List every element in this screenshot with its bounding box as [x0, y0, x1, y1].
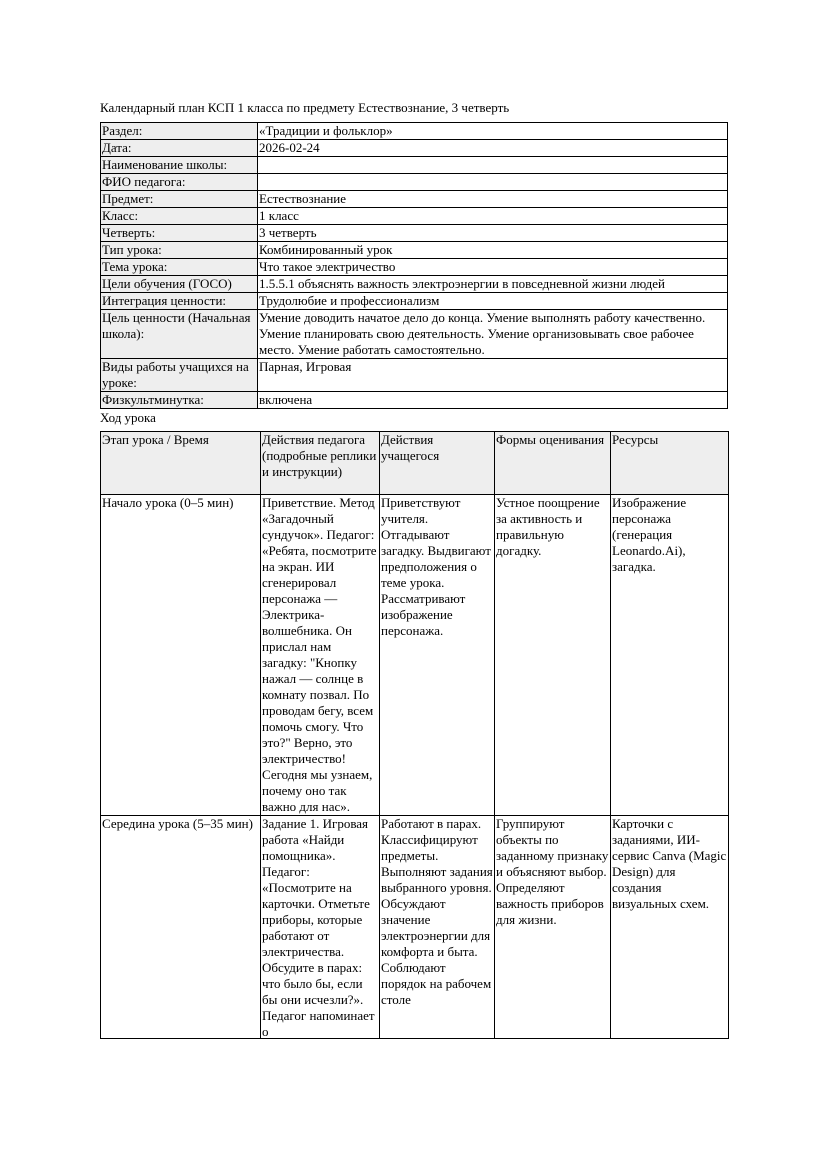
info-row	[101, 259, 728, 276]
resources-cell	[611, 816, 729, 1039]
assessment-forms-text: Группируют объекты по заданному признаку и объясняют выбор. Определяют важность приборов для жизни.	[496, 816, 609, 927]
info-value	[258, 157, 728, 174]
info-key: Класс:	[101, 208, 258, 225]
info-row	[101, 157, 728, 174]
header-stage-time: Этап урока / Время	[101, 432, 261, 495]
info-key: ФИО педагога:	[101, 174, 258, 191]
teacher-actions-cell: Приветствие. Метод «Загадочный сундучок». Педагог: «Ребята, посмотрите на экран. ИИ сгенерировал персонажа — Электрика-волшебника. Он прислал нам загадку: "Кнопку нажал — солнце в комнату позвал. По проводам бегу, всем помочь смогу. Что это?" Верно, это электричество! Сегодня мы узнаем, почему оно так важно для нас».	[261, 495, 380, 816]
info-value: 2026-02-24	[258, 140, 728, 157]
stage-time-cell: Начало урока (0–5 мин)	[101, 495, 261, 816]
student-actions-cell: Приветствуют учителя. Отгадывают загадку. Выдвигают предположения о теме урока. Рассматривают изображение персонажа.	[380, 495, 495, 816]
lesson-flow-table	[100, 431, 729, 1039]
info-key: Тема урока:	[101, 259, 258, 276]
info-key: Дата:	[101, 140, 258, 157]
info-row	[101, 123, 728, 140]
info-row	[101, 392, 728, 409]
info-row	[101, 310, 728, 359]
info-key: Предмет:	[101, 191, 258, 208]
lesson-flow-label: Ход урока	[100, 410, 156, 425]
document-page	[100, 100, 728, 1039]
info-key: Цели обучения (ГОСО)	[101, 276, 258, 293]
resources-cell: Изображение персонажа (генерация Leonardo.Ai), загадка.	[611, 495, 729, 816]
lesson-flow-header-row	[101, 432, 729, 495]
info-row	[101, 276, 728, 293]
info-key: Наименование школы:	[101, 157, 258, 174]
info-value: Умение доводить начатое дело до конца. Умение выполнять работу качественно. Умение планировать свою деятельность. Умение организовывать свое рабочее место. Умение работать самостоятельно.	[258, 310, 728, 359]
info-value: включена	[258, 392, 728, 409]
teacher-actions-text: Задание 1. Игровая работа «Найди помощника». Педагог: «Посмотрите на карточки. Отметьте приборы, которые работают от электричества. Обсудите в парах: что было бы, если бы они исчезли?». Педагог напоминает о	[262, 816, 375, 1038]
info-value	[258, 174, 728, 191]
lesson-flow-row-middle	[101, 816, 729, 1039]
header-assessment-forms: Формы оценивания	[495, 432, 611, 495]
info-value: Комбинированный урок	[258, 242, 728, 259]
info-row	[101, 174, 728, 191]
document-title: Календарный план КСП 1 класса по предмету Естествознание, 3 четверть	[100, 100, 510, 115]
info-value: 1.5.5.1 объяснять важность электроэнергии в повседневной жизни людей	[258, 276, 728, 293]
info-value: Естествознание	[258, 191, 728, 208]
lesson-flow-row-start	[101, 495, 729, 816]
info-value: Трудолюбие и профессионализм	[258, 293, 728, 310]
info-row	[101, 140, 728, 157]
info-key: Четверть:	[101, 225, 258, 242]
info-row	[101, 191, 728, 208]
info-key: Физкультминутка:	[101, 392, 258, 409]
info-value: «Традиции и фольклор»	[258, 123, 728, 140]
info-value: 3 четверть	[258, 225, 728, 242]
info-row	[101, 242, 728, 259]
info-key: Тип урока:	[101, 242, 258, 259]
assessment-forms-cell: Устное поощрение за активность и правильную догадку.	[495, 495, 611, 816]
header-teacher-actions: Действия педагога (подробные реплики и инструкции)	[261, 432, 380, 495]
info-key: Раздел:	[101, 123, 258, 140]
lesson-info-table	[100, 122, 728, 409]
info-value: Парная, Игровая	[258, 359, 728, 392]
header-student-actions: Действия учащегося	[380, 432, 495, 495]
teacher-actions-cell	[261, 816, 380, 1039]
info-row	[101, 359, 728, 392]
stage-time-cell	[101, 816, 261, 1039]
assessment-forms-cell	[495, 816, 611, 1039]
info-row	[101, 208, 728, 225]
info-key: Виды работы учащихся на уроке:	[101, 359, 258, 392]
resources-text: Карточки с заданиями, ИИ-сервис Canva (Magic Design) для создания визуальных схем.	[612, 816, 727, 911]
info-key: Интеграция ценности:	[101, 293, 258, 310]
info-row	[101, 293, 728, 310]
student-actions-text: Работают в парах. Классифицируют предметы. Выполняют задания выбранного уровня. Обсуждают значение электроэнергии для комфорта и быта. Соблюдают порядок на рабочем столе	[381, 816, 493, 1007]
student-actions-cell	[380, 816, 495, 1039]
header-resources: Ресурсы	[611, 432, 729, 495]
info-key: Цель ценности (Начальная школа):	[101, 310, 258, 359]
info-value: Что такое электричество	[258, 259, 728, 276]
stage-time-text: Середина урока (5–35 мин)	[102, 816, 253, 831]
info-row	[101, 225, 728, 242]
info-value: 1 класс	[258, 208, 728, 225]
